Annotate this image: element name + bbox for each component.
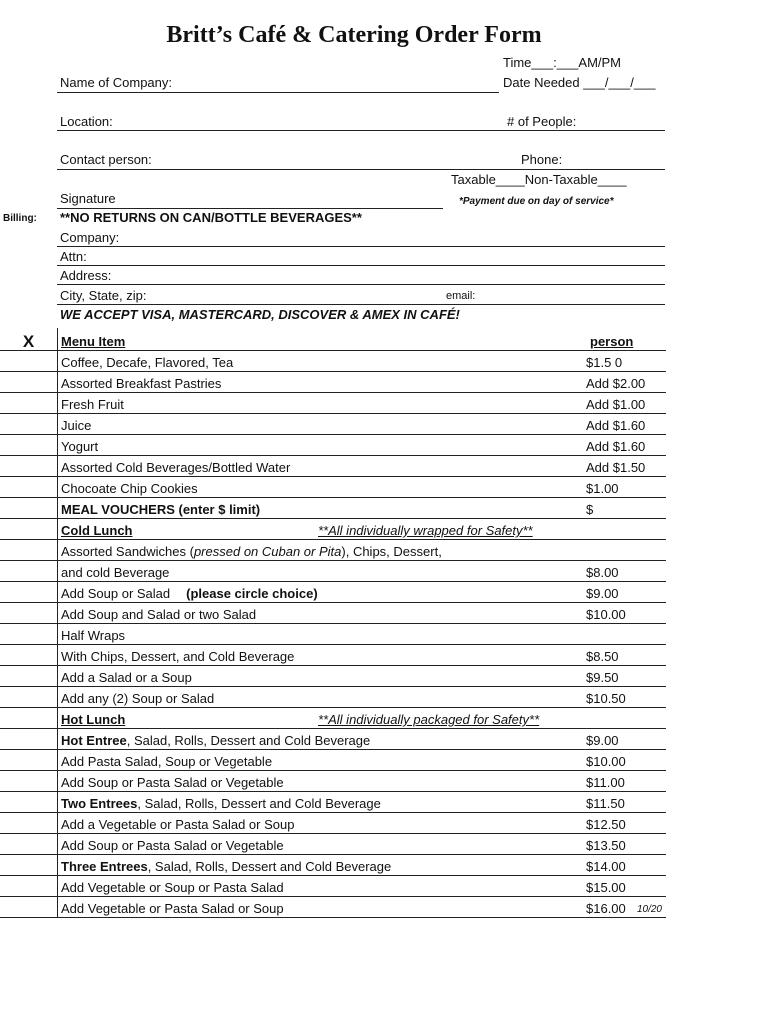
menu-price-cell: Add $1.60 [586,435,666,456]
menu-row [0,687,666,708]
menu-item-text: Fresh Fruit [61,397,124,412]
menu-item-text: , Salad, Rolls, Dessert and Cold Beverage [147,859,392,874]
menu-item-bold-prefix: Two Entrees [61,796,138,811]
menu-row-checkbox[interactable] [0,834,58,855]
menu-row-checkbox[interactable] [0,498,58,519]
per-person-header [586,328,666,351]
menu-item-text: Add Vegetable or Pasta Salad or Soup [61,901,284,916]
menu-price-cell: $10.00 [586,603,666,624]
menu-item-cell [58,372,587,393]
menu-section-note: **All individually wrapped for Safety** [318,523,533,538]
time-field-label: Time___:___AM/PM [503,55,622,70]
menu-row-checkbox[interactable] [0,750,58,771]
menu-item-bold-suffix: (please circle choice) [186,586,318,601]
menu-price-cell: $14.00 [586,855,666,876]
menu-item-text: Add Soup or Pasta Salad or Vegetable [61,775,284,790]
menu-item-text: Assorted Breakfast Pastries [61,376,222,391]
location-label: Location: [60,114,113,129]
menu-item-cell [58,624,587,645]
menu-price-cell: $9.00 [586,729,666,750]
menu-row-checkbox[interactable] [0,477,58,498]
menu-item-text: Cold Lunch [61,523,133,538]
menu-item-text: and cold Beverage [61,565,170,580]
menu-row-checkbox[interactable] [0,645,58,666]
billing-company-label: Company: [60,230,120,245]
menu-item-text: MEAL VOUCHERS (enter $ limit) [61,502,261,517]
menu-price-cell: $9.50 [586,666,666,687]
attn-line[interactable] [57,265,665,266]
menu-price-cell: $12.50 [586,813,666,834]
menu-item-cell [58,351,587,372]
menu-item-text: Assorted Cold Beverages/Bottled Water [61,460,291,475]
menu-price-cell [586,708,666,729]
menu-row [0,477,666,498]
menu-row [0,876,666,897]
menu-item-bold-prefix: Three Entrees [61,859,148,874]
menu-row-checkbox[interactable] [0,666,58,687]
menu-price-cell: $11.50 [586,792,666,813]
billing-company-line[interactable] [57,246,665,247]
address-line[interactable] [57,284,665,285]
menu-row-checkbox[interactable] [0,729,58,750]
location-line[interactable] [57,130,665,131]
menu-item-text: Add a Vegetable or Pasta Salad or Soup [61,817,295,832]
menu-row-checkbox[interactable] [0,582,58,603]
menu-row [0,456,666,477]
menu-row [0,792,666,813]
menu-row [0,414,666,435]
menu-item-text: Add Soup or Pasta Salad or Vegetable [61,838,284,853]
menu-row [0,498,666,519]
menu-item-cell [58,435,587,456]
menu-item-cell [58,477,587,498]
menu-row [0,603,666,624]
menu-price-cell: Add $1.50 [586,456,666,477]
menu-item-cell [58,645,587,666]
menu-row-checkbox[interactable] [0,372,58,393]
menu-item-text: Add Vegetable or Soup or Pasta Salad [61,880,284,895]
city-line[interactable] [57,304,665,305]
menu-section-note: **All individually packaged for Safety** [318,712,540,727]
menu-row [0,897,666,918]
menu-row [0,540,666,561]
company-name-label: Name of Company: [60,75,172,90]
menu-item-text: Yogurt [61,439,99,454]
menu-item-cell [58,897,587,918]
menu-row-checkbox[interactable] [0,792,58,813]
menu-item-header-text: Menu Item [61,334,126,349]
menu-row [0,351,666,372]
menu-row-checkbox[interactable] [0,708,58,729]
menu-item-text: , Salad, Rolls, Dessert and Cold Beverage [137,796,381,811]
menu-item-text: Assorted Sandwiches (pressed on Cuban or Pita), Chips, Dessert, [61,544,442,559]
menu-row-checkbox[interactable] [0,456,58,477]
menu-item-cell [58,750,587,771]
menu-item-text: Juice [61,418,92,433]
company-name-line[interactable] [57,92,499,93]
menu-item-cell [58,414,587,435]
menu-item-text: Chocoate Chip Cookies [61,481,198,496]
contact-line[interactable] [57,169,665,170]
menu-price-cell: $9.00 [586,582,666,603]
attn-label: Attn: [60,249,87,264]
menu-row [0,708,666,729]
menu-row-checkbox[interactable] [0,351,58,372]
menu-row-checkbox[interactable] [0,813,58,834]
menu-item-text: Add Soup and Salad or two Salad [61,607,257,622]
menu-row-checkbox[interactable] [0,393,58,414]
menu-row [0,645,666,666]
menu-row [0,834,666,855]
menu-row-checkbox[interactable] [0,561,58,582]
menu-row [0,729,666,750]
menu-header-row [0,328,666,351]
menu-price-cell: $13.50 [586,834,666,855]
menu-row-checkbox[interactable] [0,435,58,456]
menu-item-cell [58,519,587,540]
italic-segment: pressed on Cuban or Pita [193,544,342,559]
no-returns-note: **NO RETURNS ON CAN/BOTTLE BEVERAGES** [60,210,362,225]
menu-row [0,393,666,414]
menu-row [0,855,666,876]
form-version: 10/20 [636,904,662,915]
menu-row-checkbox[interactable] [0,897,58,918]
menu-row-checkbox[interactable] [0,519,58,540]
menu-price-cell: $11.00 [586,771,666,792]
menu-item-cell [58,729,587,750]
menu-row-checkbox[interactable] [0,855,58,876]
menu-item-text: Hot Lunch [61,712,126,727]
menu-row-checkbox[interactable] [0,603,58,624]
menu-price-cell: $15.00 [586,876,666,897]
cards-accepted-note: WE ACCEPT VISA, MASTERCARD, DISCOVER & AMEX IN CAFÉ! [60,307,460,322]
address-label: Address: [60,268,112,283]
menu-price-cell: Add $1.60 [586,414,666,435]
menu-item-cell [58,666,587,687]
menu-row [0,435,666,456]
menu-item-text: With Chips, Dessert, and Cold Beverage [61,649,295,664]
menu-row-checkbox[interactable] [0,771,58,792]
signature-label: Signature [60,191,116,206]
menu-row [0,750,666,771]
menu-row [0,582,666,603]
menu-item-text: Half Wraps [61,628,126,643]
menu-item-text: Add a Salad or a Soup [61,670,192,685]
signature-line[interactable] [57,208,443,209]
menu-item-cell [58,498,587,519]
menu-item-bold-prefix: Hot Entree [61,733,127,748]
menu-price-cell: $ [586,498,666,519]
email-label: email: [446,290,476,302]
menu-price-cell: $10.00 [586,750,666,771]
menu-price-cell: Add $2.00 [586,372,666,393]
taxable-label: Taxable____Non-Taxable____ [451,172,627,187]
menu-price-cell: $10.50 [586,687,666,708]
menu-item-cell [58,582,587,603]
menu-price-cell [586,540,666,561]
menu-item-cell [58,456,587,477]
menu-item-cell [58,708,587,729]
menu-price-cell: Add $1.00 [586,393,666,414]
menu-item-cell [58,813,587,834]
menu-row [0,813,666,834]
menu-price-cell: $1.5 0 [586,351,666,372]
date-needed-label: Date Needed ___/___/___ [503,75,656,90]
x-column-header: X [0,328,58,351]
menu-row-checkbox[interactable] [0,876,58,897]
menu-price-cell: $16.00 [586,897,666,918]
menu-item-text: , Salad, Rolls, Dessert and Cold Beverage [126,733,371,748]
menu-row-checkbox[interactable] [0,624,58,645]
menu-item-text: Coffee, Decafe, Flavored, Tea [61,355,234,370]
menu-item-cell [58,771,587,792]
per-person-header-text: person [590,334,634,349]
people-count-label: # of People: [507,114,577,129]
menu-item-header [58,328,587,351]
menu-item-cell [58,687,587,708]
menu-item-text: Add Pasta Salad, Soup or Vegetable [61,754,273,769]
menu-item-text: Add any (2) Soup or Salad [61,691,215,706]
page-title: Britt’s Café & Catering Order Form [166,22,542,48]
menu-row [0,519,666,540]
menu-item-cell [58,876,587,897]
menu-row-checkbox[interactable] [0,687,58,708]
menu-price-cell: $1.00 [586,477,666,498]
menu-price-cell: $8.00 [586,561,666,582]
contact-person-label: Contact person: [60,152,152,167]
phone-label: Phone: [521,152,563,167]
menu-row [0,624,666,645]
menu-price-cell: $8.50 [586,645,666,666]
menu-item-text: Add Soup or Salad [61,586,171,601]
billing-label: Billing: [3,213,37,224]
menu-item-cell [58,561,587,582]
menu-item-cell [58,540,587,561]
menu-item-cell [58,393,587,414]
menu-row [0,771,666,792]
menu-row [0,561,666,582]
menu-item-cell [58,792,587,813]
menu-row [0,372,666,393]
payment-note: *Payment due on day of service* [459,196,614,207]
menu-price-cell [586,519,666,540]
menu-row-checkbox[interactable] [0,540,58,561]
menu-item-cell [58,834,587,855]
menu-table [0,328,666,918]
menu-row-checkbox[interactable] [0,414,58,435]
menu-item-cell [58,603,587,624]
city-state-zip-label: City, State, zip: [60,288,147,303]
menu-price-cell [586,624,666,645]
menu-row [0,666,666,687]
menu-item-cell [58,855,587,876]
